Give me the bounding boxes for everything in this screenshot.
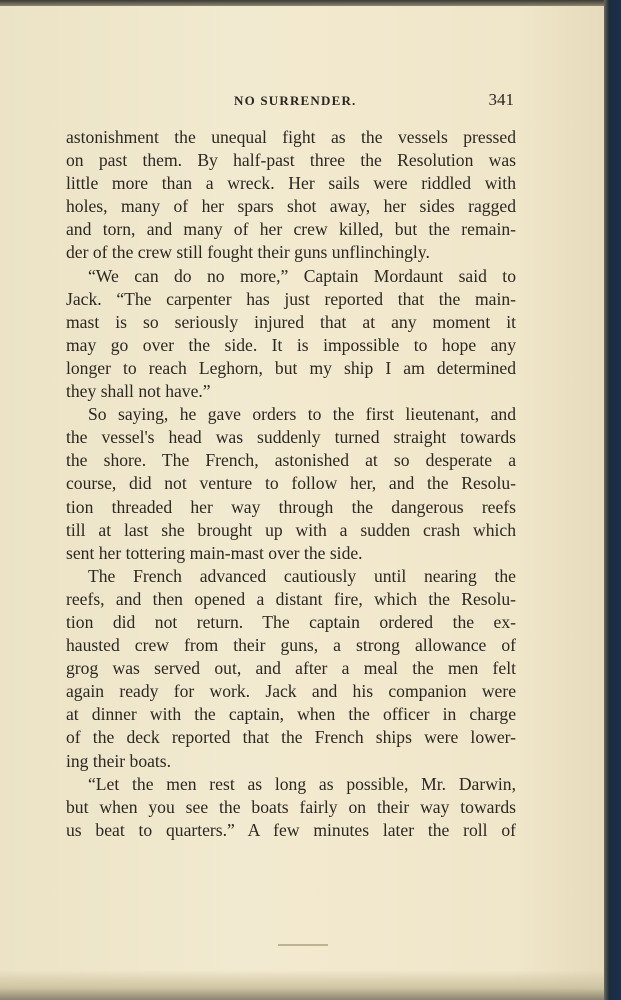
text-line: ing their boats. [66,750,172,771]
paragraph [66,265,516,404]
text-line: “We can do no more,” Captain Mordaunt said to [88,265,516,286]
body-text [66,126,516,842]
text-line: again ready for work. Jack and his companion were [66,681,516,702]
text-line: The French advanced cautiously until nearing the [88,565,516,586]
text-line: Jack. “The carpenter has just reported that the main- [66,288,516,309]
text-line: holes, many of her spars shot away, her sides ragged [66,196,516,217]
text-line: reefs, and then opened a distant fire, which the Resolu- [66,588,516,609]
paragraph [66,565,516,773]
paragraph [66,403,516,565]
paragraph [66,126,516,265]
running-title: NO SURRENDER. [234,93,357,108]
text-line: on past them. By half-past three the Resolution was [66,150,516,171]
text-line: grog was served out, and after a meal the men felt [66,658,516,679]
page-fold-mark [278,944,328,946]
text-line: at dinner with the captain, when the officer in charge [66,704,516,725]
text-line: may go over the side. It is impossible to hope any [66,334,516,355]
text-line: little more than a wreck. Her sails were riddled with [66,173,516,194]
paragraph [66,773,516,842]
text-line: of the deck reported that the French ships were lower- [66,727,516,748]
text-line: astonishment the unequal fight as the vessels pressed [66,127,516,147]
text-line: hausted crew from their guns, a strong allowance of [66,635,516,656]
text-line: longer to reach Leghorn, but my ship I am determined [66,357,516,378]
text-line: the vessel's head was suddenly turned straight towards [66,427,516,448]
text-line: mast is so seriously injured that at any moment it [66,311,516,332]
text-line: till at last she brought up with a sudden crash which [66,519,516,540]
text-line: us beat to quarters.” A few minutes later the roll of [66,819,516,840]
text-line: “Let the men rest as long as possible, Mr. Darwin, [88,773,516,794]
book-spine [604,0,621,1000]
text-line: the shore. The French, astonished at so desperate a [66,450,516,471]
text-line: but when you see the boats fairly on their way towards [66,796,516,817]
text-line: tion did not return. The captain ordered the ex- [66,611,516,632]
text-line: So saying, he gave orders to the first lieutenant, and [88,404,516,425]
page-bottom-edge [0,970,604,1000]
page-header [66,90,516,112]
text-line: course, did not venture to follow her, and the Resolu- [66,473,516,494]
page-top-edge [0,0,621,6]
page-number: 341 [488,90,514,109]
text-line: der of the crew still fought their guns unflinchingly. [66,242,430,263]
text-line: sent her tottering main-mast over the side. [66,542,363,563]
text-line: tion threaded her way through the dangerous reefs [66,496,516,517]
text-line: they shall not have.” [66,381,211,402]
text-line: and torn, and many of her crew killed, but the remain- [66,219,516,240]
